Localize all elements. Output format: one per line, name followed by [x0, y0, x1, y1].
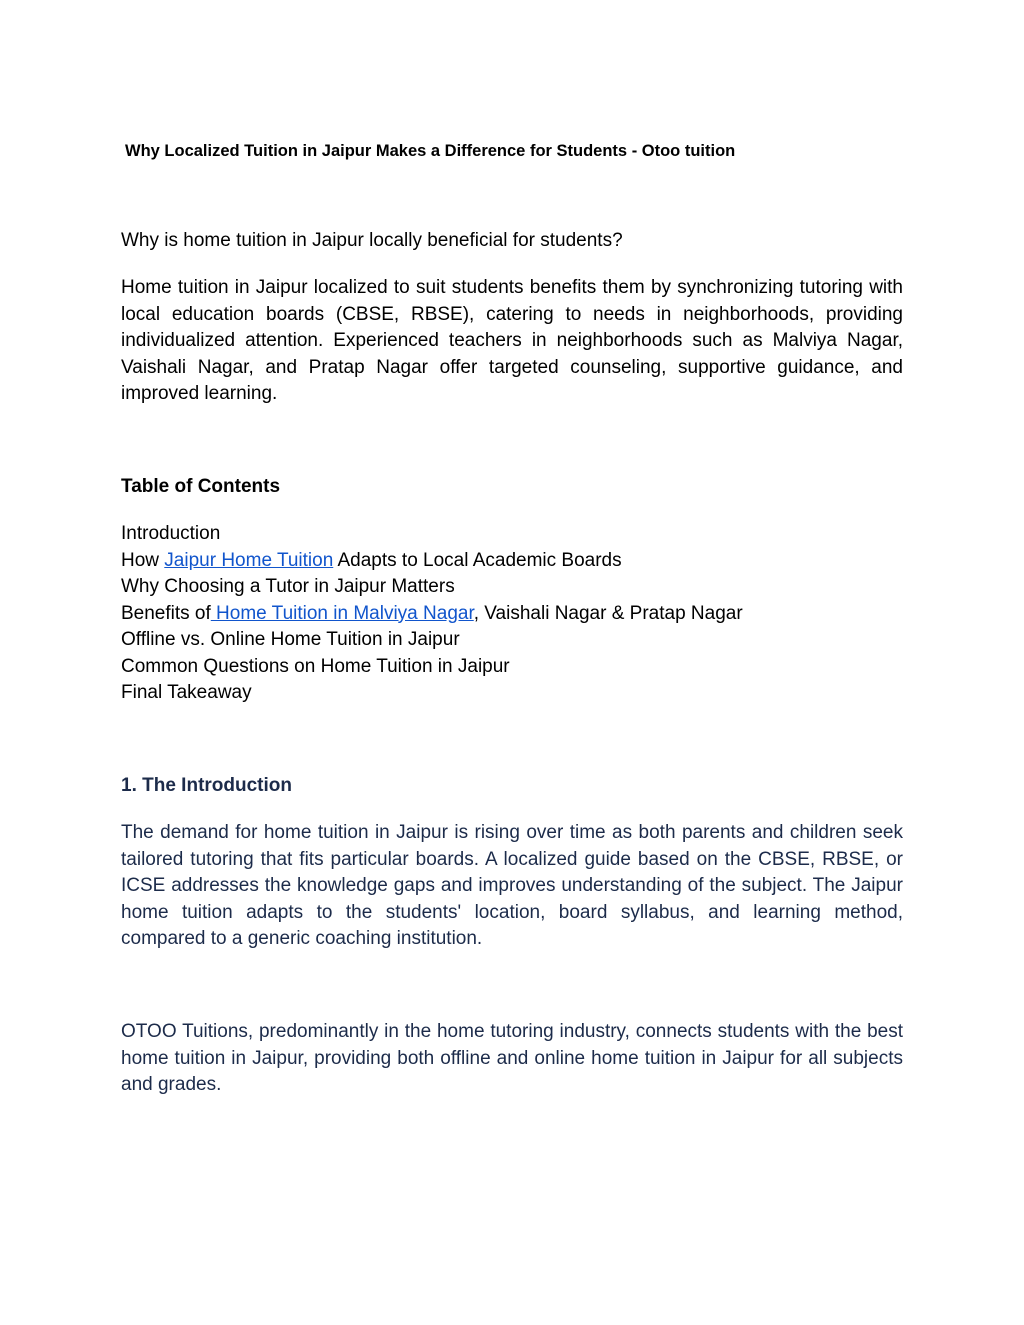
toc-item-label: Common Questions on Home Tuition in Jaipur: [121, 655, 510, 677]
jaipur-home-tuition-link[interactable]: Jaipur Home Tuition: [164, 549, 334, 571]
lead-question: Why is home tuition in Jaipur locally beneficial for students?: [121, 230, 623, 251]
toc-item-label: Why Choosing a Tutor in Jaipur Matters: [121, 576, 455, 597]
toc-item-local-boards: [121, 548, 903, 575]
introduction-paragraph-1: The demand for home tuition in Jaipur is rising over time as both parents and children seek tailored tutoring that fits particular boards. A localized guide based on the CBSE, RBSE, or ICSE addresses the knowledge gaps and improves understanding of the subject. The Jaipur home tuition adapts to the students' location, board syllabus, and learning method, compared to a generic coaching institution.: [121, 822, 903, 949]
toc-item-introduction: [121, 521, 903, 548]
document-title: Why Localized Tuition in Jaipur Makes a Difference for Students - Otoo tuition: [125, 142, 736, 160]
toc-item-final-takeaway: [121, 680, 903, 707]
toc-item-choosing-tutor: [121, 574, 903, 601]
introduction-paragraph-2: OTOO Tuitions, predominantly in the home tutoring industry, connects students with the best home tuition in Jaipur, providing both offline and online home tuition in Jaipur for all subjects and grades.: [121, 1021, 903, 1095]
toc-item-common-questions: [121, 654, 903, 681]
section-heading-introduction: 1. The Introduction: [121, 775, 292, 796]
toc-item-benefits: [121, 601, 903, 628]
toc-item-label: Introduction: [121, 523, 221, 544]
malviya-nagar-link[interactable]: Home Tuition in Malviya Nagar: [210, 602, 474, 624]
toc-item-label: Offline vs. Online Home Tuition in Jaipur: [121, 629, 460, 650]
toc-heading: Table of Contents: [121, 476, 281, 497]
toc-item-prefix: Benefits of: [121, 602, 211, 624]
toc-item-offline-online: [121, 627, 903, 654]
toc-item-suffix: Adapts to Local Academic Boards: [333, 549, 622, 571]
toc-item-prefix: How: [121, 549, 165, 571]
table-of-contents: [121, 521, 903, 707]
intro-paragraph: Home tuition in Jaipur localized to suit students benefits them by synchronizing tutoring with local education boards (CBSE, RBSE), catering to needs in neighborhoods, providing individualized attention. Experienced teachers in neighborhoods such as Malviya Nagar, Vaishali Nagar, and Pratap Nagar offer targeted counseling, supportive guidance, and improved learning.: [121, 277, 903, 404]
toc-item-label: Final Takeaway: [121, 682, 252, 703]
toc-item-suffix: , Vaishali Nagar & Pratap Nagar: [473, 602, 743, 624]
